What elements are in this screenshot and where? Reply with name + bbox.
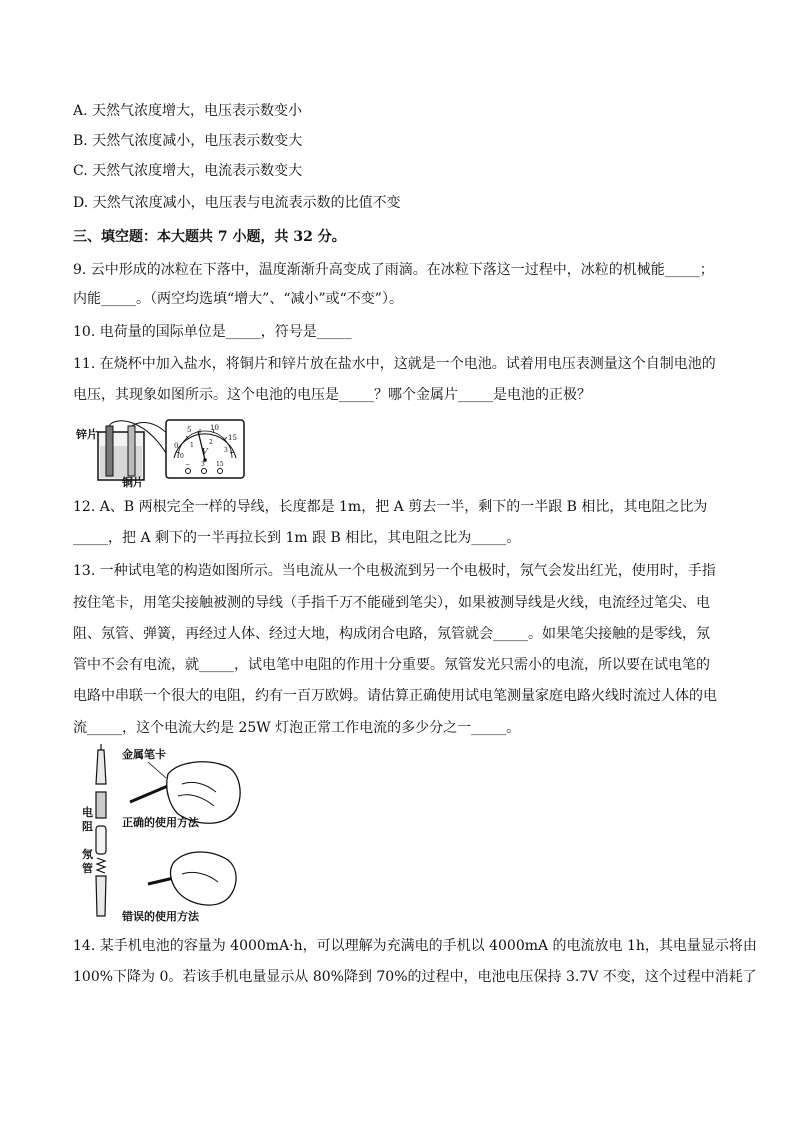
wrong-hand-icon: [148, 852, 236, 905]
svg-text:0: 0: [174, 442, 179, 450]
zinc-plate: [106, 426, 113, 476]
resistor-label-1: 电: [82, 806, 93, 819]
copper-label: 铜片: [122, 476, 144, 488]
neon-tube-part: [96, 826, 106, 854]
q13-line-3: 阻、氖管、弹簧，再经过人体、经过大地，构成闭合电路，氖管就会_____。如果笔尖接触的是零线，氖: [73, 626, 710, 642]
svg-text:3: 3: [201, 461, 205, 468]
zinc-label: 锌片: [76, 428, 98, 441]
q13-line-1: 13. 一种试电笔的构造如图所示。当电流从一个电极流到另一个电极时，氖气会发出红光，使用时，手指: [73, 563, 716, 579]
q12-line-2: _____，把 A 剩下的一半再拉长到 1m 跟 B 相比，其电阻之比为_____。: [73, 530, 521, 546]
q13-line-5: 电路中串联一个很大的电阻，约有一百万欧姆。请估算正确使用试电笔测量家庭电路火线时流过人体的电: [73, 688, 717, 704]
svg-text:3: 3: [224, 447, 228, 454]
svg-text:2: 2: [209, 439, 213, 446]
clip-label: 金属笔卡: [122, 748, 166, 761]
spring-part: [97, 858, 105, 873]
option-d: D. 天然气浓度减小，电压表与电流表示数的比值不变: [73, 195, 401, 211]
q11-line-2: 电压，其现象如图所示。这个电池的电压是_____？哪个金属片_____是电池的正极？: [73, 387, 591, 403]
svg-text:15: 15: [228, 434, 237, 442]
q14-line-2: 100%下降为 0。若该手机电量显示从 80%降到 70%的过程中，电池电压保持 3.7V 不变，这个过程中消耗了: [73, 969, 757, 985]
neon-label-2: 管: [82, 862, 93, 875]
wrong-usage-label: 错误的使用方法: [122, 910, 199, 923]
q14-line-1: 14. 某手机电池的容量为 4000mA·h，可以理解为充满电的手机以 4000mA 的电流放电 1h，其电量显示将由: [73, 938, 757, 954]
svg-text:V: V: [202, 447, 208, 456]
svg-text:−: −: [185, 461, 191, 468]
svg-text:1: 1: [190, 442, 194, 449]
section-heading: 三、填空题：本大题共 7 小题，共 32 分。: [73, 229, 346, 245]
pen-bottom-body: [96, 876, 106, 916]
resistor-label-2: 阻: [82, 820, 93, 833]
option-b: B. 天然气浓度减小，电压表示数变大: [73, 133, 303, 149]
test-pen-figure: [78, 744, 258, 924]
q11-line-1: 11. 在烧杯中加入盐水，将铜片和锌片放在盐水中，这就是一个电池。试着用电压表测量这个自制电池的: [73, 356, 716, 372]
q13-line-6: 流_____，这个电流大约是 25W 灯泡正常工作电流的多少分之一_____。: [73, 720, 521, 736]
correct-usage-label: 正确的使用方法: [122, 816, 199, 829]
option-a: A. 天然气浓度增大，电压表示数变小: [73, 103, 303, 119]
option-c: C. 天然气浓度增大，电流表示数变大: [73, 163, 303, 179]
svg-text:5: 5: [187, 426, 192, 434]
copper-plate: [128, 426, 135, 476]
resistor-part: [96, 792, 106, 818]
svg-text:15: 15: [216, 461, 224, 468]
svg-text:10: 10: [210, 424, 219, 432]
pen-tip-body: [96, 750, 106, 784]
svg-text:0: 0: [180, 453, 184, 460]
q9-line-2: 内能_____。（两空均选填“增大”、“减小”或“不变”）。: [73, 291, 403, 307]
q10-line-1: 10. 电荷量的国际单位是_____，符号是_____: [73, 324, 352, 340]
q13-line-2: 按住笔卡，用笔尖接触被测的导线（手指千万不能碰到笔尖），如果被测导线是火线，电流经过笔尖、电: [73, 595, 710, 611]
neon-label-1: 氖: [82, 848, 93, 861]
battery-voltmeter-figure: [76, 416, 256, 488]
q12-line-1: 12. A、B 两根完全一样的导线，长度都是 1m，把 A 剪去一半，剩下的一半跟 B 相比，其电阻之比为: [73, 499, 708, 515]
q9-line-1: 9. 云中形成的冰粒在下落中，温度渐渐升高变成了雨滴。在冰粒下落这一过程中，冰粒的机械能_____；: [73, 262, 714, 278]
correct-hand-icon: [130, 762, 240, 823]
q13-line-4: 管中不会有电流，就_____，试电笔中电阻的作用十分重要。氖管发光只需小的电流，所以要在试电笔的: [73, 657, 710, 673]
